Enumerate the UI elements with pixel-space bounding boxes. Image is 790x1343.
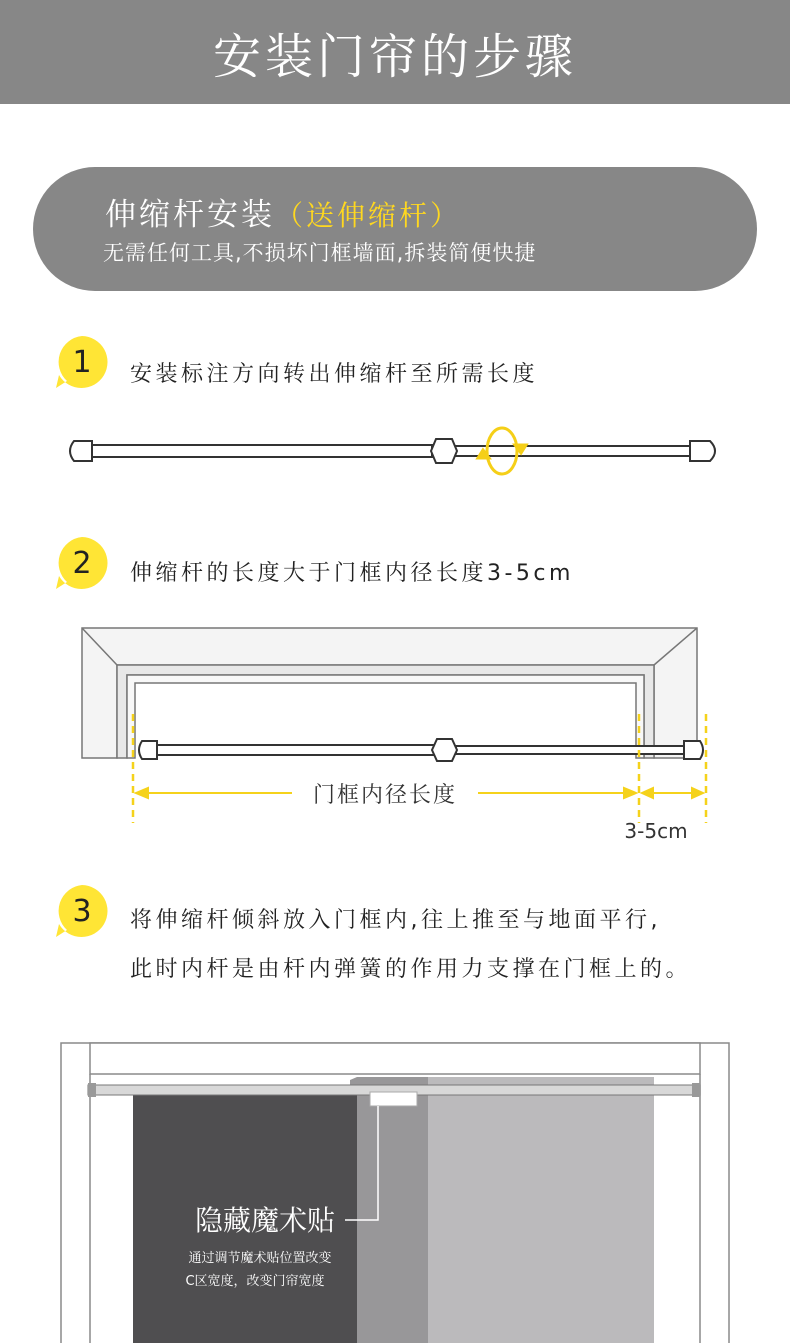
step-3-curtain-diagram — [0, 1040, 790, 1343]
banner-highlight: （送伸缩杆） — [275, 199, 462, 232]
left-end-cap — [70, 441, 92, 461]
step-3-text-line2: 此时内杆是由杆内弹簧的作用力支撑在门框上的。 — [130, 957, 692, 982]
frame-right-cap — [684, 741, 703, 759]
step-1-badge — [54, 334, 110, 390]
banner-subtitle: 无需任何工具,不损坏门框墙面,拆装简便快捷 — [103, 241, 537, 265]
inner-rod — [455, 446, 690, 456]
step-2-frame-diagram — [0, 620, 790, 855]
inner-diameter-label: 门框内径长度 — [312, 783, 458, 808]
velcro-line1: 通过调节魔术贴位置改变 — [188, 1251, 332, 1266]
velcro-line2: C区宽度，改变门帘宽度 — [185, 1274, 325, 1289]
extra-length-label: 3-5cm — [624, 819, 688, 843]
step-2-number: 2 — [72, 545, 92, 581]
curtain-right-panel — [428, 1077, 654, 1343]
step-2-text: 伸缩杆的长度大于门框内径长度3-5cm — [130, 561, 574, 586]
velcro-title: 隐藏魔术贴 — [194, 1204, 336, 1237]
step-3-number: 3 — [72, 893, 92, 929]
banner-title-line — [105, 189, 461, 234]
step-1-text: 安装标注方向转出伸缩杆至所需长度 — [130, 362, 539, 387]
curtain-middle-panel — [350, 1077, 428, 1343]
step-3-text-line1: 将伸缩杆倾斜放入门框内,往上推至与地面平行, — [130, 908, 661, 933]
frame-inner-rod — [456, 746, 684, 754]
frame-left-cap — [139, 741, 157, 759]
banner-title: 伸缩杆安装 — [105, 197, 275, 233]
step-2-badge — [54, 535, 110, 591]
step-1-rod-diagram — [60, 418, 730, 483]
velcro-strip — [370, 1092, 417, 1106]
center-joint — [431, 439, 457, 463]
install-banner — [33, 167, 757, 291]
page-title: 安装门帘的步骤 — [212, 28, 577, 85]
outer-rod — [92, 445, 432, 457]
page-header — [0, 0, 790, 104]
step-3-badge — [54, 883, 110, 939]
step-1-number: 1 — [72, 344, 92, 380]
frame-joint — [432, 739, 457, 761]
right-end-cap — [690, 441, 715, 461]
frame-outer-rod — [157, 745, 435, 755]
door-frame — [82, 628, 697, 758]
